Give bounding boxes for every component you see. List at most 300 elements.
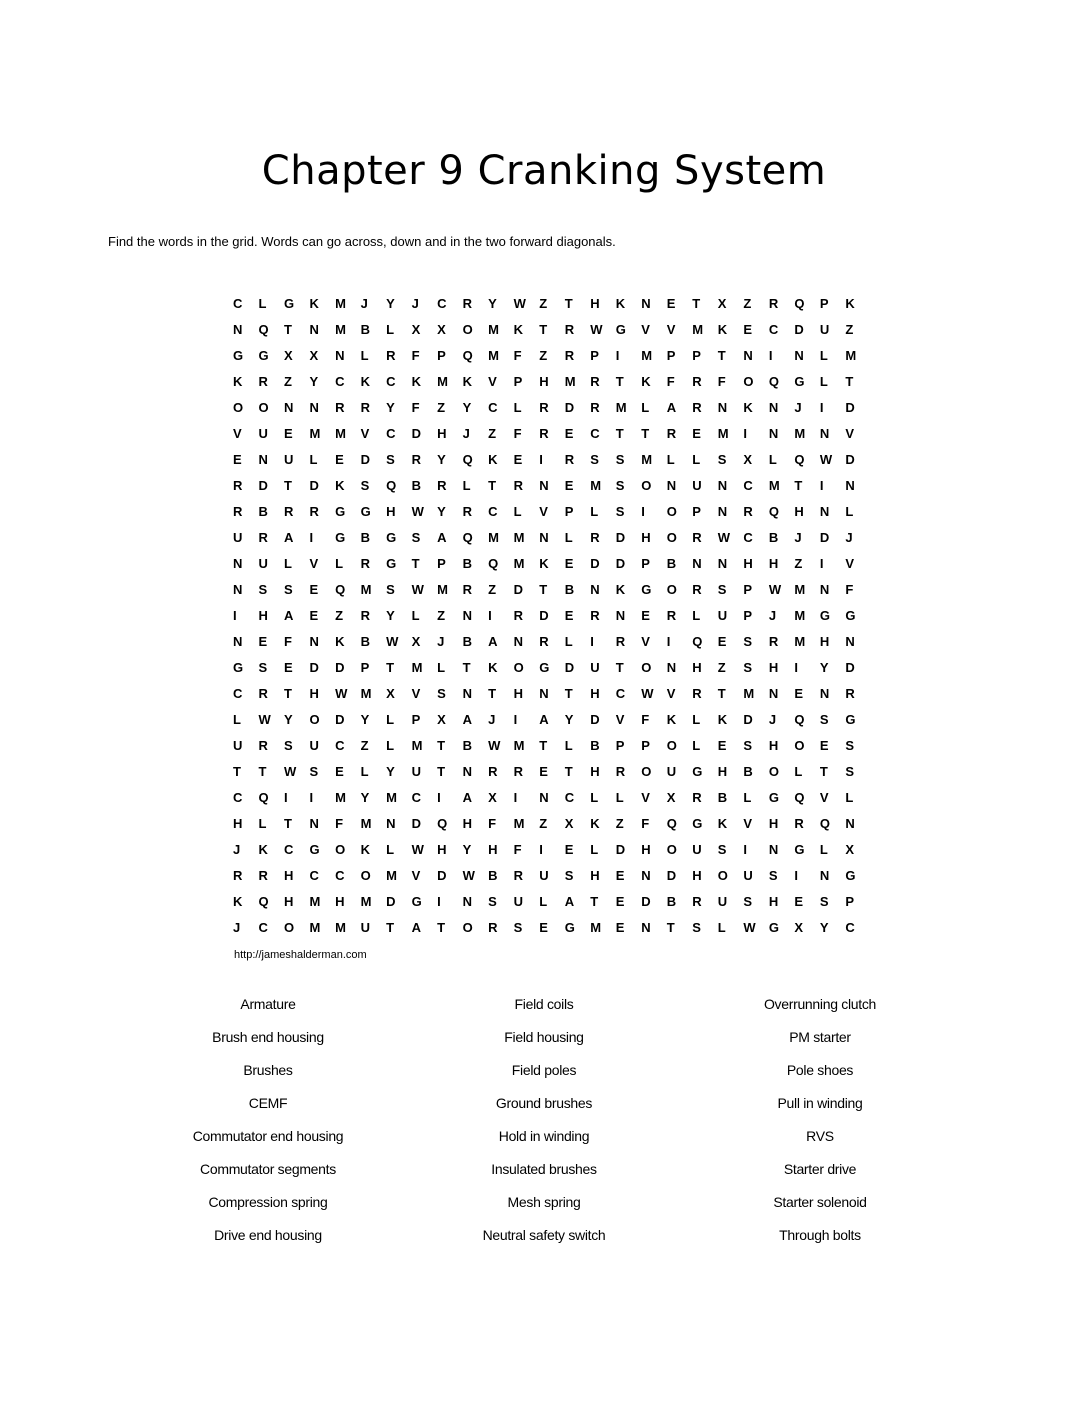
grid-letter: W	[386, 633, 399, 649]
grid-letter: Q	[386, 477, 397, 493]
grid-letter: W	[411, 503, 424, 519]
grid-letter: T	[437, 737, 446, 753]
grid-letter: S	[717, 451, 727, 467]
grid-letter: E	[615, 867, 625, 883]
grid-letter: N	[666, 659, 677, 675]
grid-letter: R	[615, 633, 626, 649]
grid-letter: A	[666, 399, 677, 415]
grid-letter: T	[564, 685, 573, 701]
grid-letter: K	[335, 633, 345, 649]
grid-letter: R	[233, 477, 243, 493]
grid-letter: Q	[462, 529, 473, 545]
grid-letter: E	[564, 841, 574, 857]
grid-row	[233, 498, 871, 524]
grid-letter: O	[768, 763, 779, 779]
grid-letter: X	[437, 711, 446, 727]
grid-row	[233, 732, 871, 758]
grid-letter: K	[539, 555, 549, 571]
grid-letter: P	[360, 659, 370, 675]
grid-letter: T	[284, 815, 292, 831]
grid-letter: N	[768, 425, 779, 441]
grid-letter: M	[360, 893, 372, 909]
grid-letter: M	[513, 815, 525, 831]
grid-letter: A	[284, 529, 294, 545]
grid-letter: L	[386, 737, 395, 753]
word-column-3	[682, 996, 958, 1260]
grid-letter: L	[717, 919, 726, 935]
grid-letter: Y	[386, 399, 395, 415]
grid-letter: S	[386, 451, 395, 467]
grid-letter: S	[615, 451, 625, 467]
grid-letter: N	[233, 633, 243, 649]
grid-letter: O	[309, 711, 320, 727]
grid-letter: V	[411, 867, 421, 883]
word-list	[130, 996, 960, 1260]
grid-letter: R	[615, 763, 626, 779]
grid-letter: K	[513, 321, 524, 337]
grid-letter: S	[590, 451, 599, 467]
grid-letter: I	[590, 633, 594, 649]
grid-letter: X	[794, 919, 804, 935]
grid-letter: L	[615, 789, 624, 805]
grid-row	[233, 290, 871, 316]
grid-letter: O	[258, 399, 269, 415]
grid-letter: N	[258, 451, 268, 467]
grid-letter: S	[309, 763, 319, 779]
word-list-item: Commutator end housing	[192, 1128, 344, 1144]
grid-letter: H	[768, 893, 779, 909]
grid-letter: W	[258, 711, 271, 727]
grid-letter: S	[513, 919, 523, 935]
grid-letter: N	[615, 607, 626, 623]
word-list-item: CEMF	[248, 1095, 288, 1111]
grid-letter: F	[513, 841, 522, 857]
grid-letter: S	[284, 737, 293, 753]
grid-letter: O	[666, 503, 677, 519]
grid-letter: T	[564, 295, 573, 311]
grid-letter: G	[411, 893, 422, 909]
grid-letter: H	[717, 763, 728, 779]
grid-letter: Y	[488, 295, 497, 311]
grid-letter: D	[666, 867, 677, 883]
grid-letter: L	[513, 503, 522, 519]
grid-letter: R	[258, 867, 268, 883]
grid-letter: P	[590, 347, 599, 363]
grid-letter: Y	[309, 373, 319, 389]
grid-letter: G	[386, 555, 397, 571]
grid-letter: D	[590, 711, 600, 727]
grid-letter: R	[692, 581, 702, 597]
grid-letter: M	[411, 659, 423, 675]
grid-letter: S	[845, 763, 855, 779]
grid-letter: P	[819, 295, 829, 311]
grid-letter: I	[309, 529, 314, 545]
grid-letter: D	[258, 477, 268, 493]
grid-letter: S	[386, 581, 395, 597]
grid-letter: F	[845, 581, 854, 597]
word-list-item: Brushes	[243, 1062, 293, 1078]
grid-letter: R	[564, 347, 575, 363]
grid-letter: E	[258, 633, 268, 649]
grid-letter: D	[845, 451, 855, 467]
grid-letter: T	[666, 919, 675, 935]
grid-letter: G	[794, 373, 805, 389]
grid-letter: S	[743, 659, 752, 675]
grid-letter: Y	[437, 451, 446, 467]
grid-letter: H	[284, 893, 294, 909]
grid-letter: T	[615, 425, 624, 441]
grid-letter: N	[386, 815, 396, 831]
grid-letter: L	[513, 399, 522, 415]
grid-letter: R	[794, 815, 804, 831]
grid-letter: L	[284, 555, 292, 571]
grid-letter: T	[284, 685, 292, 701]
grid-letter: F	[513, 425, 522, 441]
grid-letter: L	[692, 737, 701, 753]
grid-letter: D	[564, 399, 575, 415]
grid-letter: N	[309, 815, 319, 831]
grid-letter: P	[743, 581, 752, 597]
grid-letter: G	[309, 841, 320, 857]
grid-letter: K	[717, 321, 728, 337]
grid-letter: P	[845, 893, 855, 909]
grid-letter: J	[233, 841, 241, 857]
grid-row	[233, 862, 871, 888]
grid-letter: G	[768, 789, 779, 805]
grid-letter: W	[335, 685, 348, 701]
grid-letter: H	[590, 685, 600, 701]
grid-letter: R	[590, 399, 600, 415]
grid-letter: J	[768, 607, 777, 623]
grid-letter: K	[717, 815, 728, 831]
grid-letter: U	[360, 919, 370, 935]
grid-letter: M	[564, 373, 576, 389]
grid-letter: O	[794, 737, 805, 753]
grid-letter: K	[233, 373, 243, 389]
grid-letter: R	[360, 399, 370, 415]
grid-letter: G	[233, 659, 244, 675]
grid-letter: U	[233, 737, 243, 753]
grid-letter: J	[437, 633, 445, 649]
grid-letter: N	[743, 347, 753, 363]
grid-letter: Z	[743, 295, 752, 311]
grid-letter: I	[513, 789, 518, 805]
grid-letter: H	[258, 607, 268, 623]
grid-row	[233, 810, 871, 836]
grid-letter: B	[564, 581, 575, 597]
grid-letter: V	[641, 789, 650, 805]
grid-letter: R	[462, 503, 473, 519]
grid-letter: P	[564, 503, 574, 519]
instructions: Find the words in the grid. Words can go across, down and in the two forward diagonals.	[108, 234, 616, 249]
grid-letter: W	[743, 919, 756, 935]
grid-letter: F	[641, 711, 650, 727]
grid-letter: R	[360, 555, 370, 571]
grid-letter: G	[641, 581, 652, 597]
grid-letter: N	[819, 581, 830, 597]
grid-letter: H	[641, 529, 651, 545]
grid-letter: D	[437, 867, 447, 883]
grid-letter: L	[845, 503, 854, 519]
grid-letter: P	[513, 373, 523, 389]
grid-letter: M	[845, 347, 857, 363]
grid-letter: R	[258, 373, 268, 389]
grid-letter: X	[386, 685, 395, 701]
grid-letter: D	[564, 659, 575, 675]
grid-letter: F	[488, 815, 497, 831]
grid-letter: I	[819, 399, 824, 415]
grid-letter: E	[284, 425, 293, 441]
grid-letter: N	[233, 555, 243, 571]
grid-letter: M	[335, 295, 346, 311]
grid-letter: R	[692, 373, 702, 389]
grid-letter: B	[360, 529, 370, 545]
grid-letter: K	[360, 373, 370, 389]
grid-letter: A	[462, 711, 473, 727]
grid-letter: L	[462, 477, 471, 493]
grid-letter: M	[794, 633, 806, 649]
grid-letter: S	[845, 737, 855, 753]
grid-letter: C	[488, 399, 498, 415]
grid-letter: C	[386, 373, 396, 389]
grid-letter: S	[717, 581, 727, 597]
grid-letter: N	[284, 399, 294, 415]
grid-letter: H	[284, 867, 294, 883]
grid-letter: K	[488, 659, 498, 675]
grid-row	[233, 524, 871, 550]
grid-letter: F	[513, 347, 522, 363]
grid-letter: I	[819, 555, 824, 571]
grid-letter: E	[743, 321, 752, 337]
grid-letter: B	[488, 867, 498, 883]
grid-letter: Y	[462, 841, 472, 857]
grid-letter: M	[615, 399, 627, 415]
grid-letter: O	[666, 841, 677, 857]
grid-letter: V	[845, 555, 855, 571]
grid-letter: K	[462, 373, 473, 389]
grid-letter: E	[794, 893, 804, 909]
grid-letter: I	[309, 789, 314, 805]
grid-row	[233, 628, 871, 654]
grid-letter: X	[488, 789, 497, 805]
grid-row	[233, 654, 871, 680]
grid-letter: K	[717, 711, 728, 727]
grid-letter: N	[539, 477, 549, 493]
grid-letter: I	[794, 659, 798, 675]
word-list-item: Field housing	[504, 1029, 584, 1045]
grid-letter: K	[258, 841, 268, 857]
grid-letter: G	[335, 529, 346, 545]
word-list-item: RVS	[806, 1128, 834, 1144]
grid-letter: N	[768, 685, 779, 701]
grid-letter: K	[845, 295, 855, 311]
grid-letter: T	[539, 581, 548, 597]
grid-letter: U	[590, 659, 600, 675]
grid-letter: Q	[437, 815, 448, 831]
grid-letter: T	[717, 347, 726, 363]
grid-letter: U	[539, 867, 549, 883]
grid-letter: X	[717, 295, 727, 311]
grid-letter: P	[437, 555, 446, 571]
grid-letter: Z	[539, 347, 548, 363]
grid-letter: U	[743, 867, 753, 883]
grid-letter: H	[692, 867, 702, 883]
grid-letter: O	[666, 737, 677, 753]
grid-letter: L	[794, 763, 803, 779]
grid-letter: R	[284, 503, 294, 519]
grid-letter: L	[819, 841, 828, 857]
grid-row	[233, 706, 871, 732]
grid-letter: U	[258, 555, 268, 571]
grid-letter: D	[335, 711, 345, 727]
grid-letter: E	[335, 451, 344, 467]
grid-letter: E	[794, 685, 804, 701]
grid-letter: N	[692, 555, 702, 571]
grid-letter: I	[641, 503, 645, 519]
grid-letter: V	[845, 425, 855, 441]
grid-letter: C	[564, 789, 575, 805]
grid-letter: R	[590, 373, 600, 389]
grid-letter: G	[258, 347, 269, 363]
grid-letter: S	[692, 919, 701, 935]
word-list-item: Drive end housing	[214, 1227, 322, 1243]
grid-letter: O	[513, 659, 524, 675]
grid-letter: E	[666, 295, 676, 311]
grid-letter: D	[845, 399, 855, 415]
grid-letter: Q	[258, 321, 269, 337]
grid-letter: R	[768, 295, 779, 311]
grid-letter: F	[666, 373, 675, 389]
grid-letter: L	[233, 711, 241, 727]
grid-letter: R	[539, 633, 549, 649]
word-list-item: Ground brushes	[495, 1095, 593, 1111]
grid-letter: G	[335, 503, 346, 519]
grid-letter: T	[488, 477, 497, 493]
grid-letter: M	[309, 425, 321, 441]
grid-letter: F	[717, 373, 726, 389]
grid-letter: Z	[335, 607, 344, 623]
grid-letter: M	[335, 919, 346, 935]
grid-letter: N	[462, 763, 473, 779]
grid-letter: C	[488, 503, 498, 519]
grid-letter: J	[768, 711, 777, 727]
grid-letter: X	[564, 815, 574, 831]
grid-letter: U	[819, 321, 830, 337]
grid-letter: B	[768, 529, 779, 545]
grid-letter: Q	[794, 295, 805, 311]
grid-letter: K	[615, 581, 626, 597]
grid-letter: H	[641, 841, 651, 857]
grid-letter: K	[335, 477, 345, 493]
grid-letter: U	[513, 893, 524, 909]
grid-letter: P	[411, 711, 421, 727]
grid-letter: Z	[488, 425, 497, 441]
grid-letter: R	[666, 425, 677, 441]
grid-letter: Q	[666, 815, 677, 831]
grid-letter: C	[335, 737, 345, 753]
grid-letter: W	[488, 737, 501, 753]
grid-letter: F	[641, 815, 650, 831]
grid-letter: G	[692, 763, 703, 779]
grid-letter: X	[309, 347, 319, 363]
grid-letter: M	[794, 607, 806, 623]
grid-letter: M	[692, 321, 704, 337]
grid-letter: T	[411, 555, 420, 571]
grid-letter: V	[360, 425, 370, 441]
grid-letter: Y	[284, 711, 293, 727]
grid-letter: R	[488, 763, 498, 779]
grid-letter: N	[309, 321, 319, 337]
grid-letter: R	[258, 529, 268, 545]
grid-letter: K	[641, 373, 651, 389]
grid-row	[233, 316, 871, 342]
grid-letter: T	[819, 763, 828, 779]
grid-letter: N	[768, 841, 779, 857]
grid-letter: I	[743, 425, 747, 441]
grid-letter: R	[743, 503, 753, 519]
grid-letter: E	[641, 607, 650, 623]
grid-letter: B	[462, 737, 473, 753]
grid-letter: D	[845, 659, 855, 675]
grid-letter: D	[615, 841, 626, 857]
grid-letter: B	[462, 633, 473, 649]
grid-letter: N	[819, 425, 830, 441]
grid-letter: T	[539, 321, 548, 337]
grid-letter: B	[590, 737, 600, 753]
grid-letter: S	[768, 867, 778, 883]
grid-letter: M	[360, 685, 372, 701]
grid-letter: F	[284, 633, 292, 649]
grid-letter: O	[462, 321, 473, 337]
grid-letter: B	[360, 633, 370, 649]
grid-letter: S	[615, 503, 625, 519]
grid-row	[233, 342, 871, 368]
grid-letter: T	[233, 763, 241, 779]
word-list-item: Compression spring	[208, 1194, 328, 1210]
grid-letter: G	[284, 295, 295, 311]
grid-letter: Q	[692, 633, 703, 649]
grid-letter: B	[743, 763, 753, 779]
grid-letter: D	[615, 555, 626, 571]
grid-letter: V	[488, 373, 497, 389]
grid-letter: I	[233, 607, 237, 623]
grid-letter: S	[258, 581, 268, 597]
word-list-item: Neutral safety switch	[482, 1227, 606, 1243]
grid-letter: G	[845, 607, 856, 623]
grid-letter: R	[335, 399, 345, 415]
grid-letter: Q	[462, 451, 473, 467]
grid-letter: T	[692, 295, 701, 311]
grid-letter: K	[590, 815, 600, 831]
grid-letter: Z	[284, 373, 292, 389]
grid-letter: N	[641, 295, 651, 311]
grid-letter: C	[233, 789, 243, 805]
grid-letter: V	[539, 503, 548, 519]
grid-letter: N	[462, 893, 473, 909]
grid-letter: M	[794, 425, 806, 441]
grid-letter: Y	[386, 607, 395, 623]
word-list-item: Starter solenoid	[773, 1194, 867, 1210]
grid-letter: Z	[845, 321, 854, 337]
grid-letter: T	[717, 685, 726, 701]
grid-letter: E	[717, 737, 727, 753]
grid-letter: I	[539, 451, 543, 467]
grid-letter: Q	[794, 451, 805, 467]
grid-letter: A	[564, 893, 575, 909]
grid-letter: O	[462, 919, 473, 935]
grid-letter: W	[717, 529, 731, 545]
grid-letter: R	[309, 503, 319, 519]
